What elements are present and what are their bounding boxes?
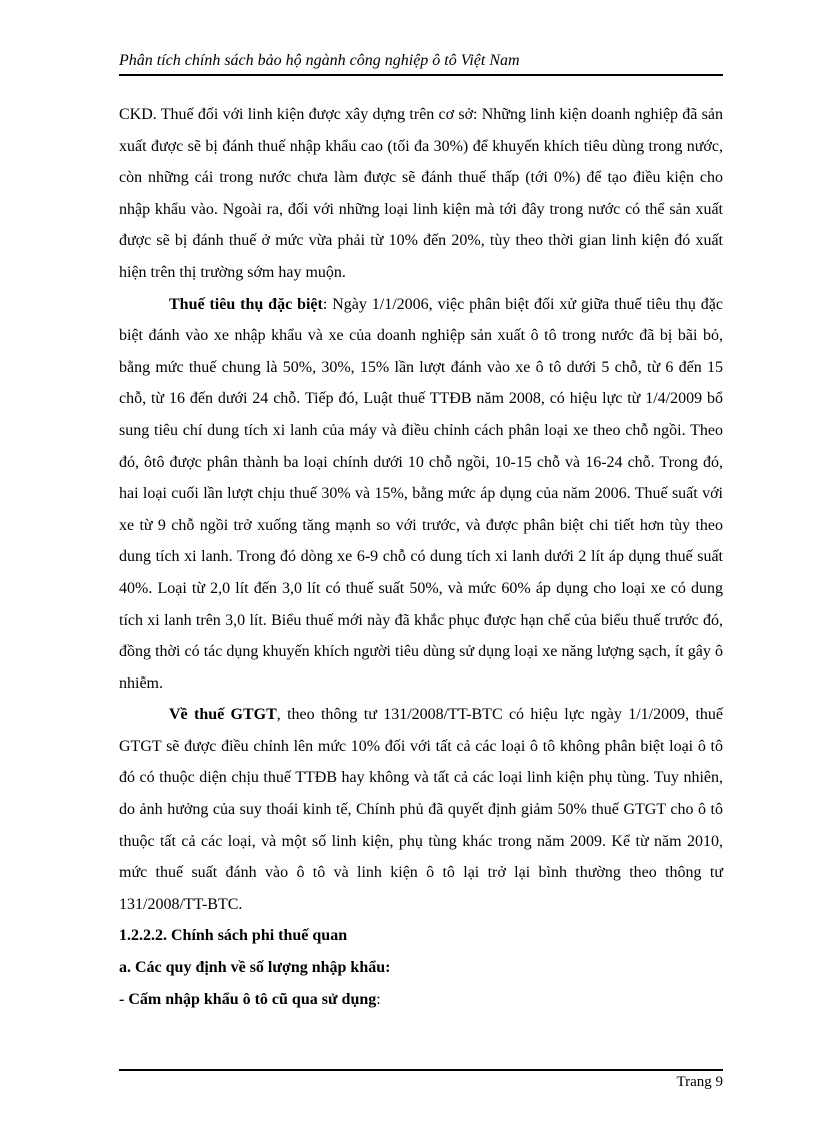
page-header-title: Phân tích chính sách bảo hộ ngành công nghiệp ô tô Việt Nam	[119, 52, 520, 69]
footer-divider	[119, 1069, 723, 1071]
paragraph-special-consumption-tax	[119, 289, 723, 700]
paragraph-vat	[119, 699, 723, 920]
section-heading: 1.2.2.2. Chính sách phi thuế quan	[119, 927, 348, 945]
list-item-heading	[119, 984, 723, 1016]
paragraph-lead-bold: Về thuế GTGT	[169, 706, 277, 724]
list-item-bold: - Cấm nhập khẩu ô tô cũ qua sử dụng	[119, 990, 377, 1008]
paragraph-component-tax: CKD. Thuế đối với linh kiện được xây dựng trên cơ sở: Những linh kiện doanh nghiệp đã sản xuất được sẽ bị đánh thuế nhập khẩu cao (tối đa 30%) để khuyến khích tiêu dùng trong nước, còn những cái trong nước chưa làm được sẽ đánh thuế thấp (tới 0%) để tạo điều kiện cho nhập khẩu vào. Ngoài ra, đối với những loại linh kiện mà tới đây trong nước có thể sản xuất được sẽ bị đánh thuế ở mức vừa phải từ 10% đến 20%, tùy theo thời gian linh kiện đó xuất hiện trên thị trường sớm hay muộn.	[119, 106, 723, 281]
list-item-tail: :	[376, 990, 381, 1008]
paragraph-body: : Ngày 1/1/2006, việc phân biệt đối xử giữa thuế tiêu thụ đặc biệt đánh vào xe nhập khẩu và xe của doanh nghiệp sản xuất ô tô trong nước đã bị bãi bỏ, bằng mức thuế chung là 50%, 30%, 15% lần lượt đánh vào xe ô tô dưới 5 chỗ, từ 6 đến 15 chỗ, từ 16 đến dưới 24 chỗ. Tiếp đó, Luật thuế TTĐB năm 2008, có hiệu lực từ 1/4/2009 bổ sung tiêu chí dung tích xi lanh của máy và điều chỉnh cách phân loại xe theo chỗ ngồi. Theo đó, ôtô được phân thành ba loại chính dưới 10 chỗ ngồi, 10-15 chỗ và 16-24 chỗ. Trong đó, hai loại cuối lần lượt chịu thuế 30% và 15%, bằng mức áp dụng của năm 2006. Thuế suất với xe từ 9 chỗ ngồi trở xuống tăng mạnh so với trước, và được phân biệt chi tiết hơn tùy theo dung tích xi lanh. Trong đó dòng xe 6-9 chỗ có dung tích xi lanh dưới 2 lít áp dụng thuế suất 40%. Loại từ 2,0 lít đến 3,0 lít có thuế suất 50%, và mức 60% áp dụng cho loại xe có dung tích xi lanh trên 3,0 lít. Biểu thuế mới này đã khắc phục được hạn chế của biểu thuế trước đó, đồng thời có tác dụng khuyến khích người tiêu dùng sử dụng loại xe năng lượng sạch, ít gây ô nhiễm.	[119, 295, 723, 692]
page-number: Trang 9	[676, 1074, 723, 1090]
header-divider	[119, 74, 723, 76]
subsection-heading: a. Các quy định về số lượng nhập khẩu:	[119, 959, 391, 977]
document-body	[119, 99, 723, 1015]
paragraph-body: , theo thông tư 131/2008/TT-BTC có hiệu lực ngày 1/1/2009, thuế GTGT sẽ được điều chỉnh lên mức 10% đối với tất cả các loại ô tô không phân biệt loại ô tô đó có thuộc diện chịu thuế TTĐB hay không và tất cả các loại linh kiện phụ tùng. Tuy nhiên, do ảnh hưởng của suy thoái kinh tế, Chính phủ đã quyết định giảm 50% thuế GTGT cho ô tô thuộc tất cả các loại, và một số linh kiện, phụ tùng khác trong năm 2009. Kể từ năm 2010, mức thuế suất đánh vào ô tô và linh kiện ô tô lại trở lại bình thường theo thông tư 131/2008/TT-BTC.	[119, 706, 723, 913]
paragraph-lead-bold: Thuế tiêu thụ đặc biệt	[169, 295, 323, 313]
